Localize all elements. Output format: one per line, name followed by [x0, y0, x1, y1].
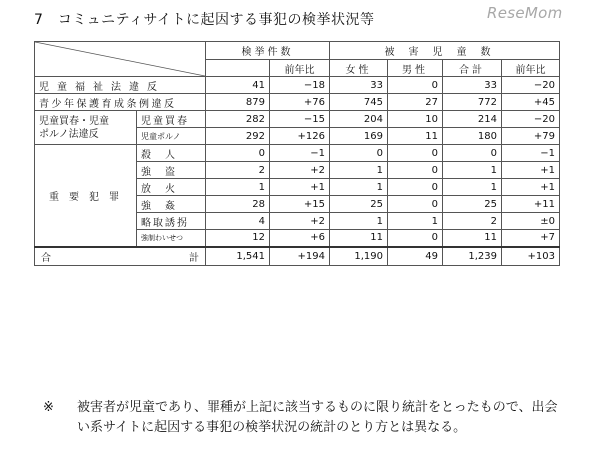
total-diff-cell: −1 — [502, 145, 560, 162]
row-label-line-1: 児童買春・児童 — [39, 115, 109, 127]
female-cell: 1 — [330, 162, 388, 179]
footnote-text: 被害者が児童であり、罪種が上記に該当するものに限り統計をとったもので、出会い系サイトに起因する事犯の検挙状況の統計のとり方とは異なる。 — [77, 400, 558, 435]
table-row — [35, 145, 560, 162]
table-row — [35, 77, 560, 94]
total-diff-cell: ±0 — [502, 213, 560, 230]
total-diff-cell: −20 — [502, 111, 560, 128]
row-label: 青少年保護育成条例違反 — [35, 94, 206, 111]
header-arrest-spacer — [206, 60, 270, 77]
male-cell: 27 — [388, 94, 443, 111]
sub-label: 強姦 — [137, 196, 206, 213]
arrests-diff-cell: +1 — [270, 179, 330, 196]
male-cell: 10 — [388, 111, 443, 128]
female-cell: 204 — [330, 111, 388, 128]
total-row — [35, 247, 560, 266]
total-cell: 1 — [443, 179, 502, 196]
arrests-cell: 28 — [206, 196, 270, 213]
total-diff-cell: +79 — [502, 128, 560, 145]
header-female: 女性 — [330, 60, 388, 77]
female-cell: 745 — [330, 94, 388, 111]
header-prev-year: 前年比 — [270, 60, 330, 77]
male-cell: 0 — [388, 145, 443, 162]
arrests-cell: 1 — [206, 179, 270, 196]
male-cell: 0 — [388, 179, 443, 196]
sub-label: 殺人 — [137, 145, 206, 162]
total-cell: 0 — [443, 145, 502, 162]
total-cell: 33 — [443, 77, 502, 94]
female-cell: 33 — [330, 77, 388, 94]
total-male-cell: 49 — [388, 247, 443, 266]
header-prev-year-victims: 前年比 — [502, 60, 560, 77]
header-arrest-count: 検挙件数 — [206, 42, 330, 60]
arrests-diff-cell: +126 — [270, 128, 330, 145]
total-female-cell: 1,190 — [330, 247, 388, 266]
total-cell: 11 — [443, 230, 502, 247]
total-label-left: 合 — [41, 252, 51, 264]
total-total-cell: 1,239 — [443, 247, 502, 266]
total-cell: 180 — [443, 128, 502, 145]
sub-label: 放火 — [137, 179, 206, 196]
resemom-logo: ReseMom — [487, 4, 563, 22]
table-row — [35, 111, 560, 128]
arrests-cell: 2 — [206, 162, 270, 179]
sub-label: 強盗 — [137, 162, 206, 179]
statistics-table — [34, 41, 560, 266]
arrests-cell: 12 — [206, 230, 270, 247]
arrests-cell: 282 — [206, 111, 270, 128]
arrests-diff-cell: +6 — [270, 230, 330, 247]
arrests-cell: 292 — [206, 128, 270, 145]
total-diff-cell: +1 — [502, 179, 560, 196]
male-cell: 0 — [388, 77, 443, 94]
female-cell: 1 — [330, 213, 388, 230]
arrests-diff-cell: +15 — [270, 196, 330, 213]
sub-label: 強制わいせつ — [137, 230, 206, 247]
footnote-mark: ※ — [43, 400, 54, 415]
row-label-child-law — [35, 111, 137, 145]
female-cell: 25 — [330, 196, 388, 213]
arrests-diff-cell: +2 — [270, 213, 330, 230]
male-cell: 11 — [388, 128, 443, 145]
arrests-diff-cell: −18 — [270, 77, 330, 94]
table-row — [35, 94, 560, 111]
row-label: 児童福祉法違反 — [35, 77, 206, 94]
arrests-diff-cell: +2 — [270, 162, 330, 179]
footnote — [43, 398, 563, 438]
sub-label: 略取誘拐 — [137, 213, 206, 230]
header-victim-count: 被害児童数 — [330, 42, 560, 60]
female-cell: 11 — [330, 230, 388, 247]
total-cell: 1 — [443, 162, 502, 179]
total-arrests-diff-cell: +194 — [270, 247, 330, 266]
total-diff-cell: +103 — [502, 247, 560, 266]
total-arrests-cell: 1,541 — [206, 247, 270, 266]
sub-label: 児童買春 — [137, 111, 206, 128]
total-cell: 2 — [443, 213, 502, 230]
header-diagonal-cell — [35, 42, 206, 77]
male-cell: 0 — [388, 230, 443, 247]
arrests-diff-cell: −15 — [270, 111, 330, 128]
total-diff-cell: +11 — [502, 196, 560, 213]
male-cell: 0 — [388, 196, 443, 213]
male-cell: 0 — [388, 162, 443, 179]
total-cell: 214 — [443, 111, 502, 128]
row-label-serious-crimes: 重要犯罪 — [35, 145, 137, 247]
total-cell: 772 — [443, 94, 502, 111]
arrests-cell: 4 — [206, 213, 270, 230]
total-diff-cell: +7 — [502, 230, 560, 247]
male-cell: 1 — [388, 213, 443, 230]
female-cell: 1 — [330, 179, 388, 196]
arrests-cell: 0 — [206, 145, 270, 162]
total-diff-cell: −20 — [502, 77, 560, 94]
arrests-cell: 41 — [206, 77, 270, 94]
header-row-1 — [35, 42, 560, 60]
total-label-right: 計 — [189, 252, 199, 264]
sub-label: 児童ポルノ — [137, 128, 206, 145]
female-cell: 0 — [330, 145, 388, 162]
arrests-diff-cell: +76 — [270, 94, 330, 111]
diagonal-line — [35, 42, 205, 76]
header-total: 合計 — [443, 60, 502, 77]
female-cell: 169 — [330, 128, 388, 145]
page-title: 7 コミュニティサイトに起因する事犯の検挙状況等 — [34, 12, 375, 28]
total-label — [35, 247, 206, 266]
row-label-line-2: ポルノ法違反 — [39, 128, 99, 140]
total-diff-cell: +1 — [502, 162, 560, 179]
arrests-diff-cell: −1 — [270, 145, 330, 162]
total-cell: 25 — [443, 196, 502, 213]
arrests-cell: 879 — [206, 94, 270, 111]
header-male: 男性 — [388, 60, 443, 77]
total-diff-cell: +45 — [502, 94, 560, 111]
